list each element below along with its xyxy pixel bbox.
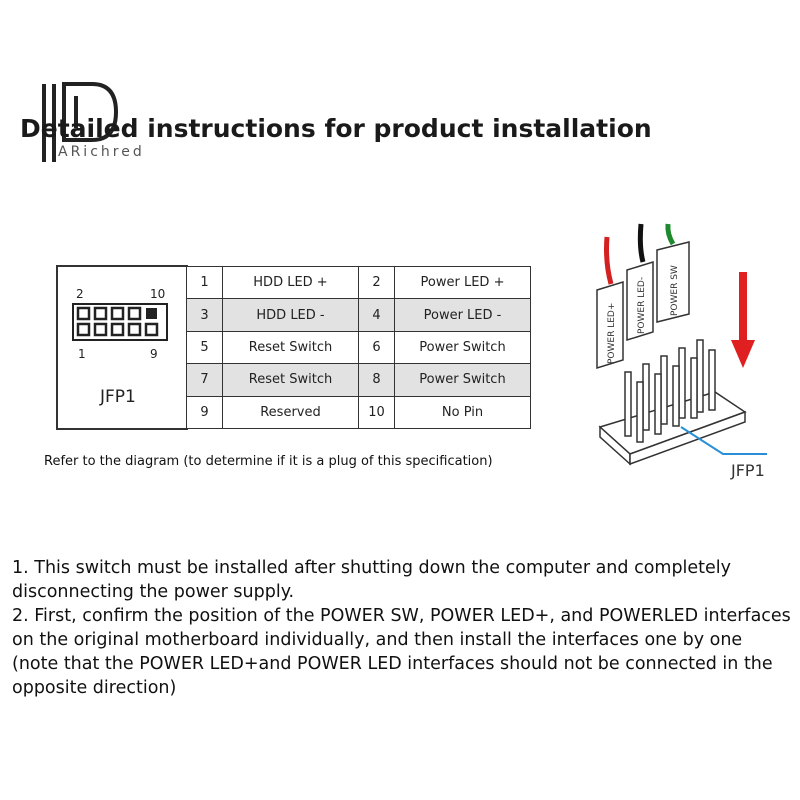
diagram-caption: Refer to the diagram (to determine if it is a plug of this specification) xyxy=(44,454,493,469)
instruction-step-2: 2. First, confirm the position of the POWER SW, POWER LED+, and POWERLED interfaces on the original motherboard individually, and then install the interfaces one by one (note that the POWER LED+and POWER LED interfaces should not be connected in the opposite direction) xyxy=(12,606,791,698)
instruction-step-1: 1. This switch must be installed after shutting down the computer and completely disconnecting the power supply. xyxy=(12,558,732,602)
pin-number-cell: 7 xyxy=(187,364,223,396)
pin-label-cell: Power LED - xyxy=(395,299,531,331)
page-title: Detailed instructions for product installation xyxy=(20,114,652,143)
pin-number-top-right: 10 xyxy=(150,287,166,301)
pin-number-cell: 10 xyxy=(359,396,395,428)
insert-arrow-icon xyxy=(731,272,755,368)
pin-label-cell: Reset Switch xyxy=(223,364,359,396)
pin-label-cell: Power LED + xyxy=(395,267,531,299)
connector-diagram xyxy=(56,265,188,430)
table-row xyxy=(187,267,531,299)
plug-label-2: POWER SW xyxy=(670,265,680,316)
pin-number-cell: 5 xyxy=(187,331,223,363)
pin-number-bottom-left: 1 xyxy=(78,347,86,361)
table-row xyxy=(187,299,531,331)
connector-label: JFP1 xyxy=(100,387,136,407)
pin-number-cell: 2 xyxy=(359,267,395,299)
red-wire xyxy=(607,237,612,284)
pin-number-cell: 3 xyxy=(187,299,223,331)
pin-number-cell: 1 xyxy=(187,267,223,299)
instructions xyxy=(12,556,792,700)
pin-number-top-left: 2 xyxy=(76,287,84,301)
pin-label-cell: Power Switch xyxy=(395,364,531,396)
pin-number-cell: 9 xyxy=(187,396,223,428)
green-wire xyxy=(668,224,673,244)
pin-label-cell: Reserved xyxy=(223,396,359,428)
pin-label-cell: Power Switch xyxy=(395,331,531,363)
pin-number-cell: 4 xyxy=(359,299,395,331)
illustration-jfp1-label: JFP1 xyxy=(731,461,765,480)
pin-table xyxy=(186,266,531,429)
pin-illustration xyxy=(585,222,795,492)
pin-label-cell: HDD LED - xyxy=(223,299,359,331)
plug-label-1: POWER LED- xyxy=(637,276,647,334)
pin-label-cell: HDD LED + xyxy=(223,267,359,299)
logo-text: ARichred xyxy=(58,144,145,160)
table-row xyxy=(187,364,531,396)
pin-number-bottom-right: 9 xyxy=(150,347,158,361)
pin-number-cell: 6 xyxy=(359,331,395,363)
plug-label-0: POWER LED+ xyxy=(607,302,617,364)
table-row xyxy=(187,331,531,363)
pin-label-cell: Reset Switch xyxy=(223,331,359,363)
pin-label-cell: No Pin xyxy=(395,396,531,428)
table-row xyxy=(187,396,531,428)
pin-header-icon xyxy=(72,303,168,341)
pin-number-cell: 8 xyxy=(359,364,395,396)
black-wire xyxy=(640,224,643,262)
